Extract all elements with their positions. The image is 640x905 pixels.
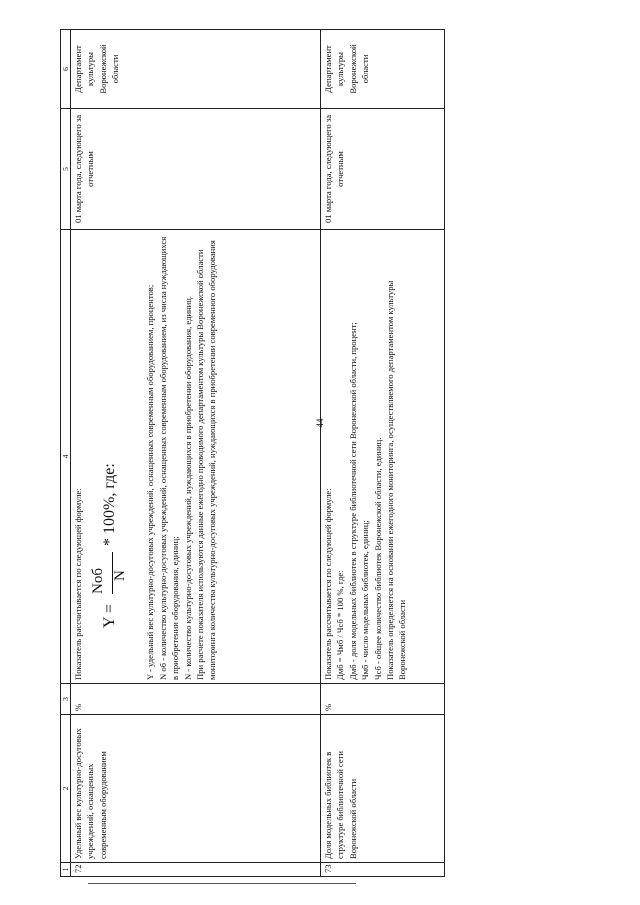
method-line: При расчете показателя используются данные ежегодно проводимого департаментом культуры Воронежской области мониторинга количества культурно-досуговых учреждений, нуждающихся в приобретении современного оборудования: [195, 240, 218, 680]
method-line: Y - удельный вес культурно-досуговых учреждений, оснащенных современным оборудованием, процентов;: [145, 284, 156, 680]
responsible-cell: Департамент культуры Воронежской области: [71, 30, 321, 109]
formula: [84, 233, 144, 680]
unit-cell: %: [71, 684, 321, 715]
responsible-cell: Департамент культуры Воронежской области: [321, 30, 445, 109]
formula-lhs: Y =: [101, 604, 119, 628]
header-col-1: 1: [61, 863, 71, 877]
method-line: Дмб = Чмб / Чсб * 100 %, где:: [335, 570, 346, 680]
rotated-table-container: [60, 30, 445, 877]
deadline-cell: 01 марта года, следующего за отчетным: [71, 109, 321, 230]
header-col-3: 3: [61, 684, 71, 715]
formula-rhs: * 100%, где:: [101, 463, 119, 546]
indicator-name: Доля модельных библиотек в структуре библиотечной сети Воронежской области: [321, 715, 445, 863]
row-number: 72: [71, 863, 321, 877]
calculation-method: [71, 230, 321, 684]
method-line: N - количество культурно-досуговых учреждений, нуждающихся в приобретении оборудования, единиц.: [182, 295, 193, 680]
header-col-2: 2: [61, 715, 71, 863]
method-line: N об - количество культурно-досуговых учреждений, оснащенных современным оборудованием, из числа нуждающихся в приобретении оборудования, единиц;: [157, 236, 181, 680]
formula-denominator: N: [112, 570, 129, 581]
calculation-method: [321, 230, 445, 684]
unit-cell: %: [321, 684, 445, 715]
row-number: 73: [321, 863, 445, 877]
formula-numerator: Nоб: [90, 568, 107, 594]
table-row: [321, 30, 445, 877]
header-col-5: 5: [61, 109, 71, 230]
indicator-name: Удельный вес культурно-досуговых учреждений, оснащенных современным оборудованием: [71, 715, 321, 863]
method-line: Показатель определяется на основании ежегодного мониторинга, осуществляемого департаментом культуры Воронежской области: [385, 280, 408, 680]
method-intro: Показатель рассчитывается по следующей формуле:: [73, 488, 83, 680]
method-line: Дмб - доля модельных библиотек в структуре библиотечной сети Воронежской области, процент;: [347, 322, 358, 680]
page-number: 44: [315, 418, 325, 428]
footer-rule: [88, 883, 356, 884]
table-row: [71, 30, 321, 877]
header-col-6: 6: [61, 30, 71, 109]
header-col-4: 4: [61, 230, 71, 684]
method-line: Чмб - число модельных библиотек, единиц;: [360, 520, 371, 680]
table-header-row: [61, 30, 71, 877]
method-intro: Показатель рассчитывается по следующей формуле:: [323, 488, 333, 680]
method-line: Чсб - общее количество библиотек Воронежской области, единиц.: [372, 437, 383, 680]
indicators-table: [60, 29, 445, 877]
deadline-cell: 01 марта года, следующего за отчетным: [321, 109, 445, 230]
